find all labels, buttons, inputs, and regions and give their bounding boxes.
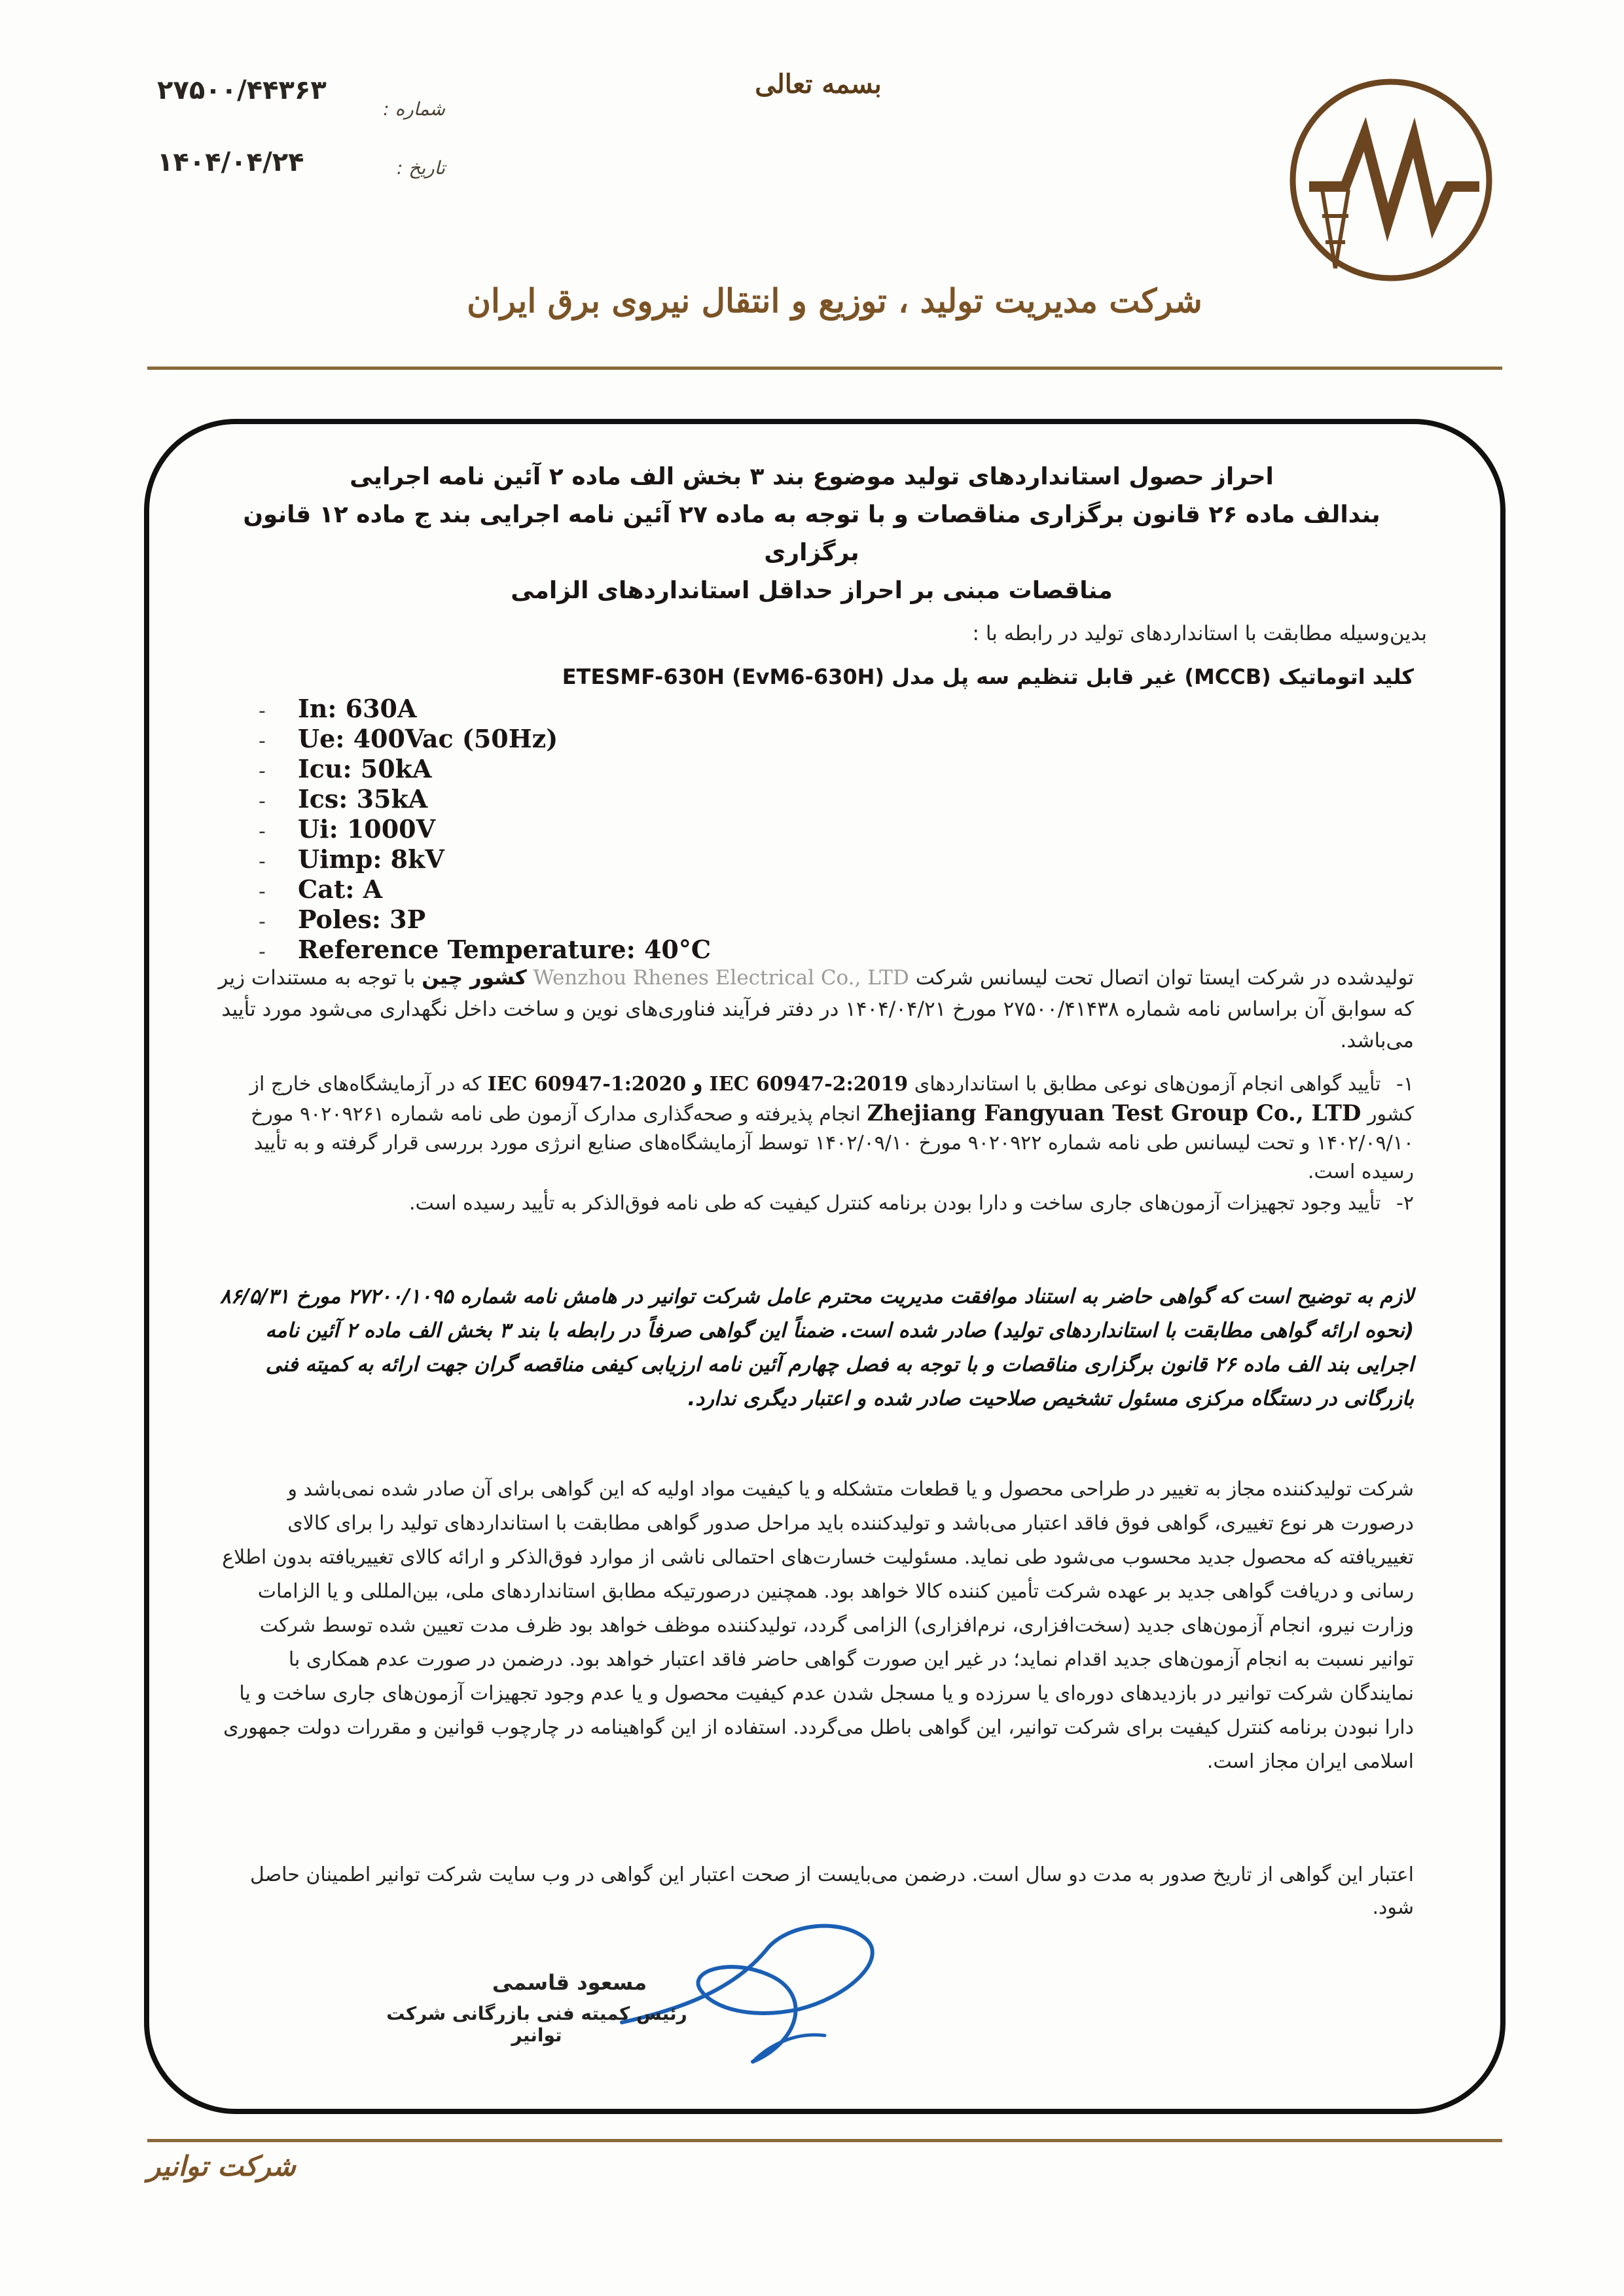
letter-number-label: شماره : <box>383 98 445 120</box>
title-line: مناقصات مبنی بر احراز حداقل استانداردهای الزامی <box>511 577 1113 604</box>
spec-item: - Icu: 50kA <box>259 754 432 783</box>
conditions-list <box>216 1070 1414 1221</box>
list-item: ۲- تأیید وجود تجهیزات آزمون‌های جاری ساخت و دارا بودن برنامه کنترل کیفیت که طی نامه فوق‌الذکر به تأیید رسیده است. <box>408 1192 1414 1215</box>
product-heading: کلید اتوماتیک (MCCB) غیر قابل تنظیم سه پل مدل ETESMF-630H (EvM6-630H) <box>562 664 1414 689</box>
tavanir-logo <box>1283 72 1499 288</box>
spec-item: - Ics: 35kA <box>259 784 428 814</box>
header-divider <box>147 367 1502 370</box>
validity-paragraph: اعتبار این گواهی از تاریخ صدور به مدت دو سال است. درضمن می‌بایست از صحت اعتبار این گواهی در وب سایت شرکت توانیر اطمینان حاصل شود. <box>249 1863 1414 1919</box>
signatory-title: رئیس کمیته فنی بازرگانی شرکت توانیر <box>386 2003 687 2046</box>
licensor-name: Wenzhou Rhenes Electrical Co., LTD <box>533 966 909 990</box>
manufacturer-paragraph: تولیدشده در شرکت ایستا توان اتصال تحت لیسانس شرکت Wenzhou Rhenes Electrical Co., LTD کشور چین با توجه به مستندات زیر که سوابق آن براساس نامه شماره ۲۷۵۰۰/۴۱۴۳۸ مورخ ۱۴۰۴/۰۴/۲۱ در دفتر فرآیند فناوری‌های نوین و ساخت داخل نگهداری می‌شود مورد تأیید می‌باشد. <box>218 966 1414 1052</box>
basmala: بسمه تعالی <box>755 69 882 99</box>
notice-paragraph: لازم به توضیح است که گواهی حاضر به استناد موافقت مدیریت محترم عامل شرکت توانیر در هامش نامه شماره ۲۷۲۰۰/۱۰۹۵ مورخ ۸۶/۵/۳۱ (نحوه ارائه گواهی مطابقت با استانداردهای تولید) صادر شده است. ضمناً این گواهی صرفاً در رابطه با بند ۳ بخش الف ماده ۲ آئین نامه اجرایی بند الف ماده ۲۶ قانون برگزاری مناقصات و با توجه به فصل چهارم آئین نامه ارزیابی کیفی مناقصه گران جهت ارائه به کمیته فنی بازرگانی در دستگاه مرکزی مسئول تشخیص صلاحیت صادر شده و اعتبار دیگری ندارد. <box>220 1285 1414 1410</box>
spec-item: - Cat: A <box>259 874 383 904</box>
certificate-title <box>196 458 1427 610</box>
title-line: بندالف ماده ۲۶ قانون برگزاری مناقصات و با توجه به ماده ۲۷ آئین نامه اجرایی بند ج ماده ۱۲ قانون برگزاری <box>243 501 1380 566</box>
signature <box>602 1911 929 2081</box>
intro-text: بدین‌وسیله مطابقت با استانداردهای تولید در رابطه با : <box>972 622 1427 645</box>
spec-item: - Poles: 3P <box>259 905 426 934</box>
signatory-name: مسعود قاسمی <box>492 1970 647 1995</box>
standards-ref: IEC 60947-2:2019 و IEC 60947-1:2020 <box>487 1073 909 1096</box>
footer-divider <box>147 2139 1502 2142</box>
spec-item: - Uimp: 8kV <box>259 844 444 874</box>
letter-date: ۱۴۰۴/۰۴/۲۴ <box>157 147 304 177</box>
spec-list <box>259 694 913 965</box>
spec-item: - Ui: 1000V <box>259 814 436 844</box>
company-name: شرکت مدیریت تولید ، توزیع و انتقال نیروی برق ایران <box>467 281 1202 320</box>
test-lab-name: Zhejiang Fangyuan Test Group Co., LTD <box>867 1100 1362 1126</box>
conditions-paragraph: شرکت تولیدکننده مجاز به تغییر در طراحی محصول و یا قطعات متشکله و یا کیفیت مواد اولیه که این گواهی برای آن صادر شده نمی‌باشد و درصورت هر نوع تغییری، گواهی فوق فاقد اعتبار می‌باشد و تولیدکننده باید مراحل صدور گواهی مطابقت با استانداردهای تولید را برای کالای تغییریافته که محصول جدید محسوب می‌شود طی نماید. مسئولیت خسارت‌های احتمالی ناشی از موارد فوق‌الذکر و ارائه کالای تغییریافته بدون اطلاع رسانی و دریافت گواهی جدید بر عهده شرکت تأمین کننده کالا خواهد بود. همچنین درصورتیکه مطابق استانداردهای ملی، بین‌المللی و یا الزامات وزارت نیرو، انجام آزمون‌های جدید (سخت‌افزاری، نرم‌افزاری) الزامی گردد، تولیدکننده موظف خواهد بود ظرف مدت تعیین شده توسط شرکت توانیر نسبت به انجام آزمون‌های جدید اقدام نماید؛ در غیر این صورت گواهی حاضر فاقد اعتبار خواهد بود. درضمن در صورت عدم همکاری با نمایندگان شرکت توانیر در بازدیدهای دوره‌ای یا سرزده و یا مسجل شدن عدم کیفیت محصول و یا عدم وجود تجهیزات آزمون‌های جاری ساخت و یا دارا نبودن برنامه کنترل کیفیت برای شرکت توانیر، این گواهی باطل می‌گردد. استفاده از این گواهینامه در چارچوب قوانین و مقررات دولت جمهوری اسلامی ایران مجاز است. <box>222 1478 1414 1773</box>
list-item: ۱- تأیید گواهی انجام آزمون‌های نوعی مطابق با استانداردهای IEC 60947-2:2019 و IEC 60947-1:2020 که در آزمایشگاه‌های خارج از کشور Zhejiang Fangyuan Test Group Co., LTD انجام پذیرفته و صحه‌گذاری مدارک آزمون طی نامه شماره ۹۰۲۰۹۲۶۱ مورخ ۱۴۰۲/۰۹/۱۰ و تحت لیسانس طی نامه شماره ۹۰۲۰۹۲۲ مورخ ۱۴۰۲/۰۹/۱۰ توسط آزمایشگاه‌های صنایع انرژی مورد بررسی قرار گرفته و به تأیید رسیده است. <box>249 1073 1414 1183</box>
letter-number: ۲۷۵۰۰/۴۴۳۶۳ <box>157 75 327 105</box>
spec-item: - Ue: 400Vac (50Hz) <box>259 724 558 753</box>
title-line: احراز حصول استانداردهای تولید موضوع بند ۳ بخش الف ماده ۲ آئین نامه اجرایی <box>350 463 1274 490</box>
letter-date-label: تاریخ : <box>396 157 445 179</box>
spec-item: - Reference Temperature: 40°C <box>259 935 712 964</box>
spec-item: - In: 630A <box>259 694 417 723</box>
footer-company: شرکت توانیر <box>147 2150 296 2182</box>
